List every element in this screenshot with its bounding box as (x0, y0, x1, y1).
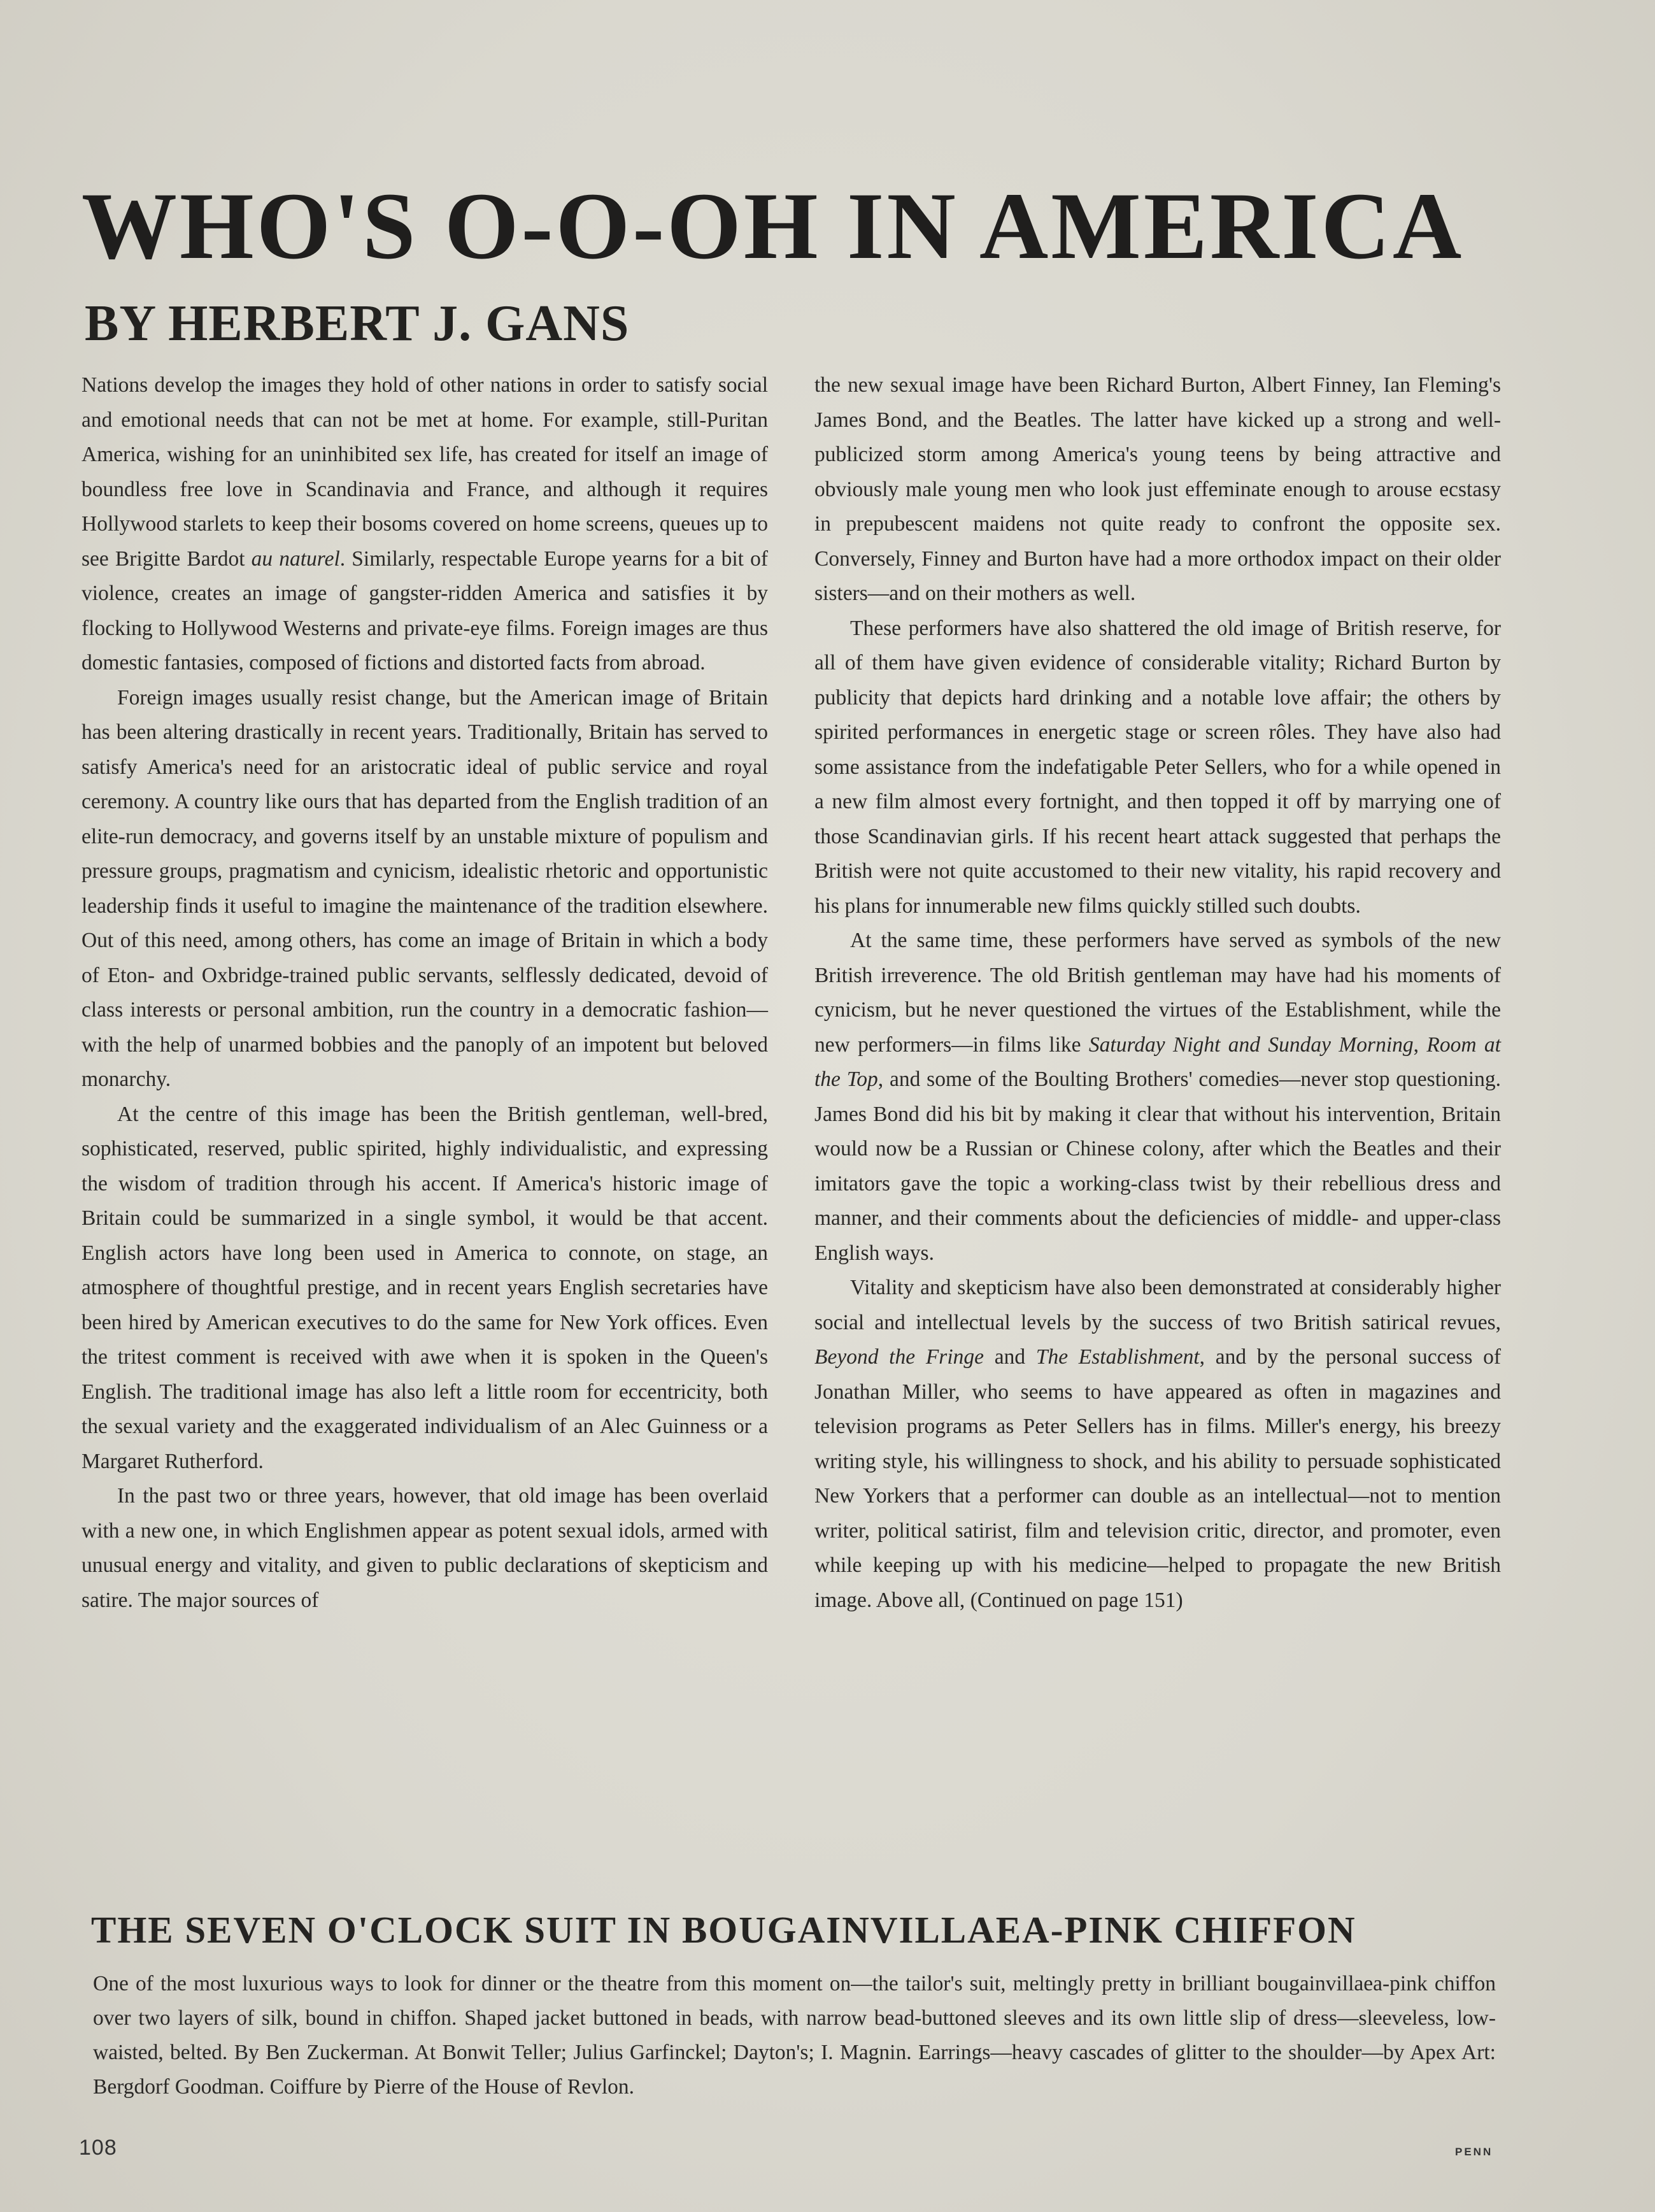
article-paragraph: Nations develop the images they hold of other nations in order to satisfy social and emotional needs that can not be met at home. For example, still-Puritan America, wishing for an uninhibited sex life, has created for itself an image of boundless free love in Scandinavia and France, and although it requires Hollywood starlets to keep their bosoms covered on home screens, queues up to see Brigitte Bardot au naturel. Similarly, respectable Europe yearns for a bit of violence, creates an image of gangster-ridden America and satisfies it by flocking to Hollywood Westerns and private-eye films. Foreign images are thus domestic fantasies, composed of fictions and distorted facts from abroad. (82, 373, 768, 674)
caption-text: One of the most luxurious ways to look for dinner or the theatre from this moment on—the tailor's suit, meltingly pretty in brilliant bougainvillaea-pink chiffon over two layers of silk, bound in chiffon. Shaped jacket buttoned in beads, with narrow bead-buttoned sleeves and its own little slip of dress—sleeveless, low-waisted, belted. By Ben Zuckerman. At Bonwit Teller; Julius Garfinckel; Dayton's; I. Magnin. Earrings—heavy cascades of glitter to the shoulder—by Apex Art: Bergdorf Goodman. Coiffure by Pierre of the House of Revlon. (93, 1972, 1496, 2099)
article-byline: BY HERBERT J. GANS (85, 296, 630, 352)
caption-title: THE SEVEN O'CLOCK SUIT IN BOUGAINVILLAEA-PINK CHIFFON (91, 1909, 1356, 1951)
article-paragraph: Foreign images usually resist change, but the American image of Britain has been altering drastically in recent years. Traditionally, Britain has served to satisfy America's need for an aristocratic ideal of public service and royal ceremony. A country like ours that has departed from the English tradition of an elite-run democracy, and governs itself by an unstable mixture of populism and pressure groups, pragmatism and cynicism, idealistic rhetoric and opportunistic leadership finds it useful to imagine the maintenance of the tradition elsewhere. Out of this need, among others, has come an image of Britain in which a body of Eton- and Oxbridge-trained public servants, selflessly dedicated, devoid of class interests or personal ambition, run the country in a democratic fashion—with the help of unarmed bobbies and the panoply of an impotent but beloved monarchy. (82, 685, 768, 1091)
page-number: 108 (79, 2136, 117, 2160)
article-paragraph: Vitality and skepticism have also been demonstrated at considerably higher social and intellectual levels by the success of two British satirical revues, Beyond the Fringe and The Establishment, and by the personal success of Jonathan Miller, who seems to have appeared as often in magazines and television programs as Peter Sellers has in films. Miller's energy, his breezy writing style, his willingness to shock, and his ability to persuade sophisticated New Yorkers that a performer can double as an intellectual—not to mention writer, political satirist, film and television critic, director, and promoter, even while keeping up with his medicine—helped to propagate the new British image. Above all, (Continued on page 151) (814, 1276, 1502, 1612)
italic-title: au naturel (251, 546, 340, 571)
italic-title: Saturday Night and Sunday Morning (1088, 1032, 1414, 1057)
italic-title: The Establishment (1035, 1345, 1200, 1369)
article-title: WHO'S O-O-OH IN AMERICA (82, 173, 1465, 279)
article-paragraph: At the same time, these performers have served as symbols of the new British irreverence. The old British gentleman may have had his moments of cynicism, but he never questioned the virtues of the Establishment, while the new performers—in films like Saturday Night and Sunday Morning, Room at the Top, and some of the Boulting Brothers' comedies—never stop questioning. James Bond did his bit by making it clear that without his intervention, Britain would now be a Russian or Chinese colony, after which the Beatles and their imitators gave the topic a working-class twist by their rebellious dress and manner, and their comments about the deficiencies of middle- and upper-class English ways. (814, 929, 1501, 1265)
italic-title: Room at the Top (814, 1032, 1501, 1091)
continued-note: (Continued on page 151) (970, 1588, 1183, 1612)
article-paragraph: At the centre of this image has been the British gentleman, well-bred, sophisticated, reserved, public spirited, highly individualistic, and expressing the wisdom of tradition through his accent. If America's historic image of Britain could be summarized in a single symbol, it would be that accent. English actors have long been used in America to connote, on stage, an atmosphere of thoughtful prestige, and in recent years English secretaries have been hired by American executives to do the same for New York offices. Even the tritest comment is received with awe when it is spoken in the Queen's English. The traditional image has also left a little room for eccentricity, both the sexual variety and the exaggerated individualism of an Alec Guinness or a Margaret Rutherford. (82, 1102, 768, 1473)
article-paragraph: These performers have also shattered the old image of British reserve, for all of them have given evidence of considerable vitality; Richard Burton by publicity that depicts hard drinking and a notable love affair; the others by spirited performances in energetic stage or screen rôles. They have also had some assistance from the indefatigable Peter Sellers, who for a while opened in a new film almost every fortnight, and then topped it off by marrying one of those Scandinavian girls. If his recent heart attack suggested that perhaps the British were not quite accustomed to their new vitality, his rapid recovery and his plans for innumerable new films quickly stilled such doubts. (814, 616, 1501, 918)
article-column-right (814, 368, 1501, 1808)
photo-credit: PENN (1455, 2146, 1493, 2158)
article-paragraph: the new sexual image have been Richard Burton, Albert Finney, Ian Fleming's James Bond, and the Beatles. The latter have kicked up a strong and well-publicized storm among America's young teens by being attractive and obviously male young men who look just effeminate enough to arouse ecstasy in prepubescent maidens not quite ready to confront the opposite sex. Conversely, Finney and Burton have had a more orthodox impact on their older sisters—and on their mothers as well. (814, 373, 1501, 605)
article-paragraph: In the past two or three years, however, that old image has been overlaid with a new one, in which Englishmen appear as potent sexual idols, armed with unusual energy and vitality, and given to public declarations of skepticism and satire. The major sources of (82, 1484, 768, 1612)
italic-title: Beyond the Fringe (814, 1345, 984, 1369)
article-column-left (82, 368, 768, 1808)
